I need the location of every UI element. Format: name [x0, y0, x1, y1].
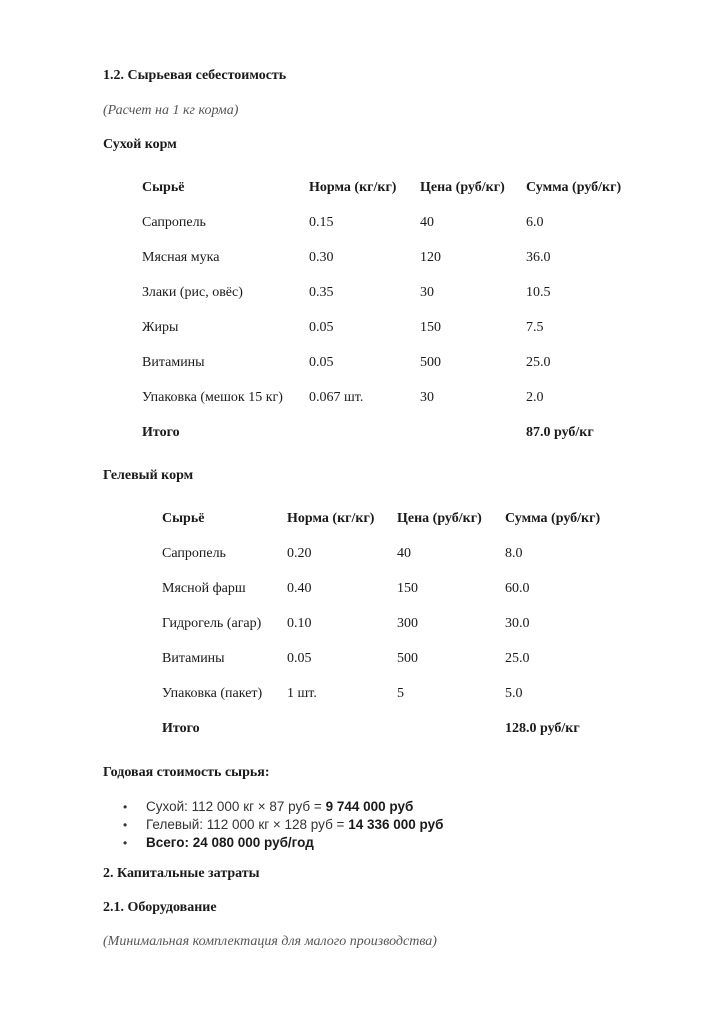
cell-material: Мясная мука	[142, 249, 220, 265]
cell-sum: 25.0	[505, 650, 530, 666]
cell-material: Жиры	[142, 319, 179, 335]
table-row	[162, 641, 615, 676]
cell-norm: 0.10	[287, 615, 312, 631]
cell-norm: 0.067 шт.	[309, 389, 364, 405]
cell-price: 500	[397, 650, 418, 666]
dry-food-heading: Сухой корм	[103, 137, 177, 152]
table-header-row	[162, 501, 615, 536]
col-header-price: Цена (руб/кг)	[420, 179, 505, 195]
annual-cost-heading: Годовая стоимость сырья:	[103, 765, 270, 780]
cell-norm: 0.30	[309, 249, 334, 265]
cell-total-value: 87.0 руб/кг	[526, 424, 594, 440]
col-header-norm: Норма (кг/кг)	[309, 179, 397, 195]
cell-sum: 5.0	[505, 685, 523, 701]
cell-total-label: Итого	[142, 424, 180, 440]
cell-sum: 60.0	[505, 580, 530, 596]
cell-norm: 0.15	[309, 214, 334, 230]
cell-price: 300	[397, 615, 418, 631]
table-row	[142, 380, 636, 415]
table-row	[142, 205, 636, 240]
col-header-sum: Сумма (руб/кг)	[505, 510, 601, 526]
cell-material: Витамины	[162, 650, 225, 666]
cell-price: 5	[397, 685, 404, 701]
bullet-icon: •	[123, 818, 128, 832]
col-header-price: Цена (руб/кг)	[397, 510, 482, 526]
table-row	[162, 676, 615, 711]
cell-material: Упаковка (мешок 15 кг)	[142, 389, 283, 405]
cell-price: 30	[420, 389, 434, 405]
col-header-material: Сырьё	[142, 179, 185, 195]
cell-price: 40	[420, 214, 434, 230]
col-header-material: Сырьё	[162, 510, 205, 526]
list-item	[123, 798, 443, 816]
cell-sum: 25.0	[526, 354, 551, 370]
gel-food-table	[162, 501, 615, 746]
cell-material: Гидрогель (агар)	[162, 615, 262, 631]
section-title: 1.2. Сырьевая себестоимость	[103, 68, 287, 83]
cell-material: Сапропель	[142, 214, 206, 230]
table-header-row	[142, 170, 636, 205]
equipment-title: 2.1. Оборудование	[103, 900, 217, 915]
cell-norm: 0.20	[287, 545, 312, 561]
cell-price: 120	[420, 249, 441, 265]
table-row	[142, 240, 636, 275]
col-header-norm: Норма (кг/кг)	[287, 510, 375, 526]
table-row	[142, 345, 636, 380]
list-item	[123, 816, 444, 834]
col-header-sum: Сумма (руб/кг)	[526, 179, 622, 195]
list-item-text: Гелевый: 112 000 кг × 128 руб =	[146, 817, 349, 832]
cell-price: 40	[397, 545, 411, 561]
cell-sum: 10.5	[526, 284, 551, 300]
cell-total-value: 128.0 руб/кг	[505, 720, 580, 736]
cell-norm: 0.05	[309, 354, 334, 370]
section-note: (Расчет на 1 кг корма)	[103, 103, 239, 118]
cell-norm: 0.40	[287, 580, 312, 596]
capital-costs-title: 2. Капитальные затраты	[103, 866, 260, 881]
cell-material: Витамины	[142, 354, 205, 370]
cell-price: 500	[420, 354, 441, 370]
table-row	[162, 571, 615, 606]
list-item-value: 14 336 000 руб	[348, 817, 444, 832]
cell-norm: 1 шт.	[287, 685, 317, 701]
bullet-icon: •	[123, 800, 128, 814]
table-row	[142, 310, 636, 345]
cell-total-label: Итого	[162, 720, 200, 736]
cell-norm: 0.05	[287, 650, 312, 666]
dry-food-table	[142, 170, 636, 450]
gel-food-heading: Гелевый корм	[103, 468, 194, 483]
cell-sum: 30.0	[505, 615, 530, 631]
table-row	[142, 275, 636, 310]
cell-sum: 7.5	[526, 319, 544, 335]
cell-norm: 0.35	[309, 284, 334, 300]
table-total-row	[162, 711, 615, 746]
cell-sum: 2.0	[526, 389, 544, 405]
cell-material: Упаковка (пакет)	[162, 685, 263, 701]
cell-material: Сапропель	[162, 545, 226, 561]
equipment-note: (Минимальная комплектация для малого производства)	[103, 934, 437, 949]
list-item-text: Сухой: 112 000 кг × 87 руб =	[146, 799, 326, 814]
cell-sum: 6.0	[526, 214, 544, 230]
list-item-value: Всего: 24 080 000 руб/год	[146, 835, 314, 850]
list-item	[123, 834, 443, 852]
list-item-value: 9 744 000 руб	[325, 799, 414, 814]
cell-norm: 0.05	[309, 319, 334, 335]
bullet-icon: •	[123, 836, 128, 850]
annual-cost-list	[123, 798, 444, 852]
cell-material: Мясной фарш	[162, 580, 246, 596]
table-row	[162, 606, 615, 641]
table-total-row	[142, 415, 636, 450]
cell-sum: 8.0	[505, 545, 523, 561]
cell-price: 150	[397, 580, 418, 596]
table-row	[162, 536, 615, 571]
cell-sum: 36.0	[526, 249, 551, 265]
cell-price: 30	[420, 284, 434, 300]
cell-material: Злаки (рис, овёс)	[142, 284, 243, 300]
cell-price: 150	[420, 319, 441, 335]
